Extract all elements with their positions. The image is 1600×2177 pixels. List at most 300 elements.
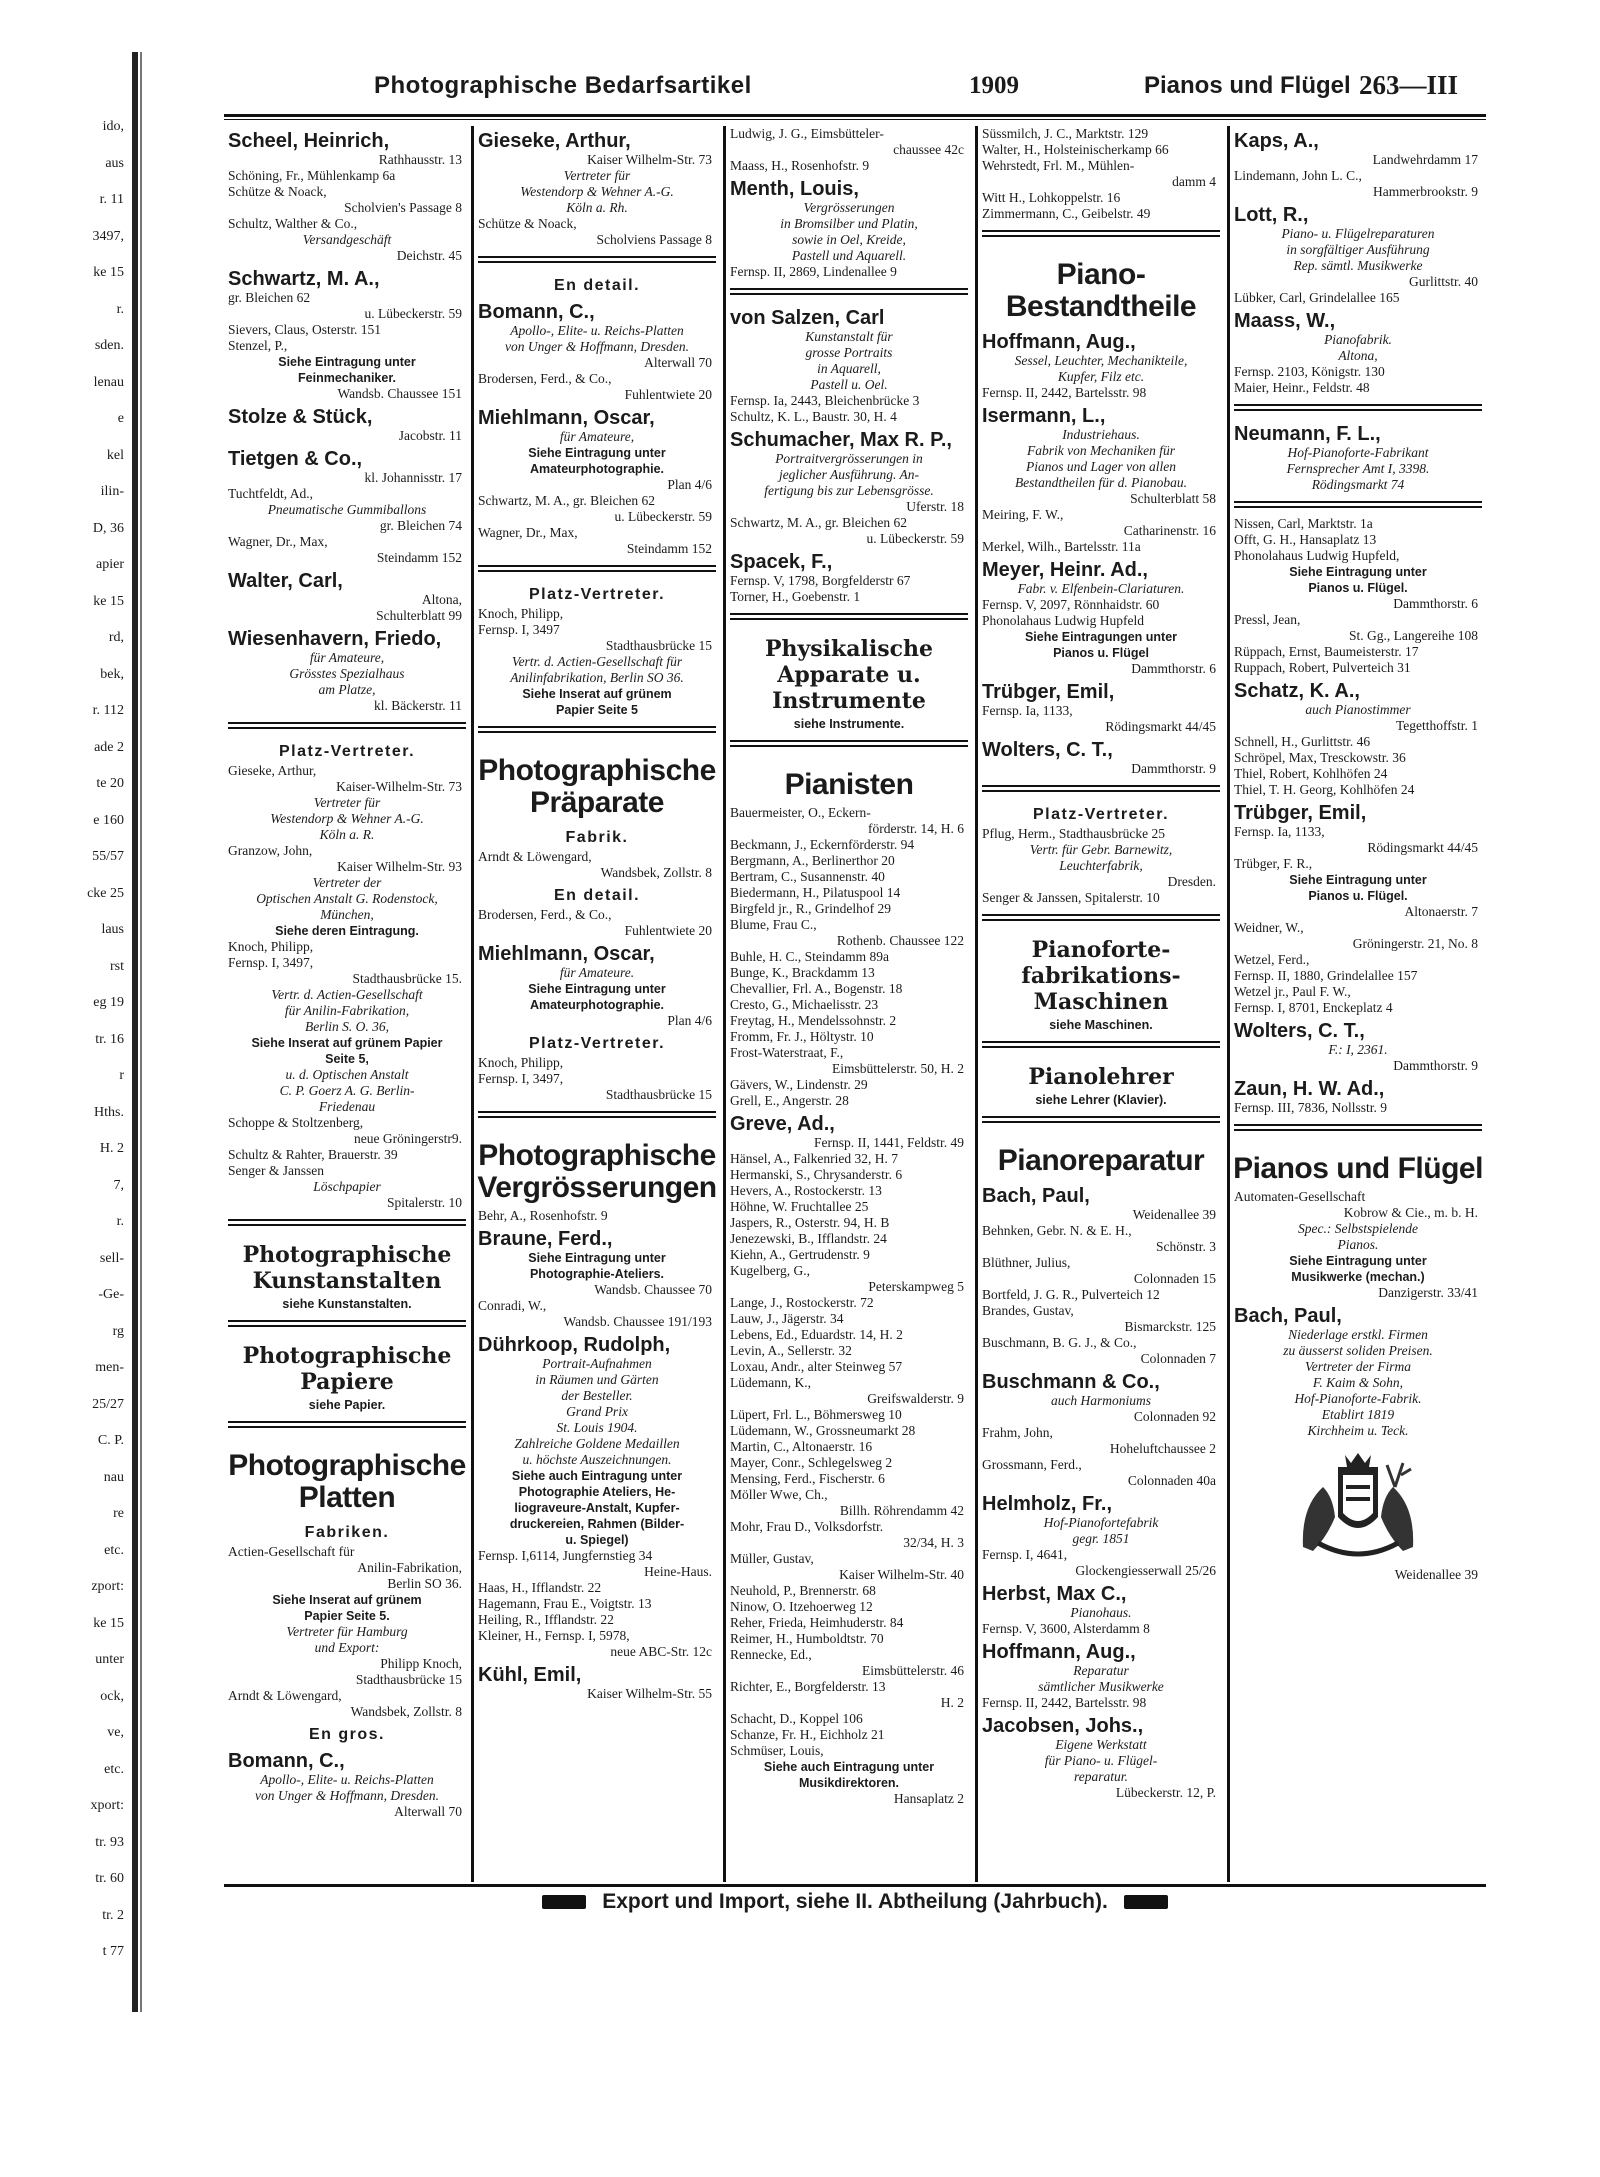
- entry-line: Ninow, O. Itzehoerweg 12: [730, 1599, 873, 1614]
- entry-line: Höhne, W. Fruchtallee 25: [730, 1199, 869, 1214]
- entry-address: damm 4: [1172, 174, 1216, 189]
- entry-line: Schultz & Rahter, Brauerstr. 39: [228, 1147, 398, 1162]
- entry-note: Vertr. d. Actien-Gesellschaft für: [511, 654, 683, 669]
- subsection-heading: En gros.: [308, 1726, 385, 1743]
- entry-address: Wandsb. Chaussee 191/193: [563, 1314, 712, 1329]
- entry-line: Heiling, R., Ifflandstr. 22: [478, 1612, 614, 1627]
- entry-line: Mohr, Frau D., Volksdorfstr.: [730, 1519, 884, 1534]
- entry-line: Schwartz, M. A., gr. Bleichen 62: [478, 493, 655, 508]
- entry-note: Niederlage erstkl. Firmen: [1288, 1327, 1428, 1342]
- entry-line: Thiel, Robert, Kohlhöfen 24: [1234, 766, 1388, 781]
- left-page-fragment: 7,: [113, 1177, 124, 1193]
- left-page-fragment: e 160: [93, 812, 124, 828]
- entry-note: Hof-Pianoforte-Fabrikant: [1287, 445, 1429, 460]
- pointing-hand-icon: [1124, 1895, 1168, 1909]
- entry-line: Grell, E., Angerstr. 28: [730, 1093, 849, 1108]
- entry-address: Wandsb. Chaussee 151: [337, 386, 462, 401]
- section-divider: [228, 722, 466, 729]
- entry-address: Fernsp. II, 1441, Feldstr. 49: [814, 1135, 964, 1150]
- left-page-fragment: r.: [116, 1214, 124, 1229]
- entry-note: Vertreter der Firma: [1305, 1359, 1411, 1374]
- entry-address: Gröningerstr. 21, No. 8: [1352, 936, 1478, 951]
- book-gutter: [132, 52, 138, 2012]
- entry-line: Actien-Gesellschaft für: [228, 1544, 355, 1559]
- header-rule-thin: [224, 119, 1486, 120]
- entry-line: Sievers, Claus, Osterstr. 151: [228, 322, 381, 337]
- entry-note: F. Kaim & Sohn,: [1312, 1375, 1404, 1390]
- cross-reference: Siehe Eintragung unter: [528, 446, 666, 460]
- section-divider: [478, 726, 716, 733]
- entry-note: Pastell u. Oel.: [810, 377, 888, 392]
- entry-line: Fernsp. II, 2442, Bartelsstr. 98: [982, 385, 1147, 400]
- entry-line: Hevers, A., Rostockerstr. 13: [730, 1183, 882, 1198]
- cross-reference: Pianos u. Flügel.: [1308, 889, 1408, 903]
- entry-line: Behr, A., Rosenhofstr. 9: [478, 1208, 608, 1223]
- cross-reference: Pianos u. Flügel: [1053, 646, 1149, 660]
- entry-note: Vertreter für: [563, 168, 631, 183]
- entry-line: Fernsp. V, 1798, Borgfelderstr 67: [730, 573, 911, 588]
- entry-line: Gieseke, Arthur,: [228, 763, 317, 778]
- entry-address: Uferstr. 18: [906, 499, 964, 514]
- entry-name: von Salzen, Carl: [730, 307, 885, 329]
- left-page-fragment: H. 2: [99, 1141, 124, 1156]
- cross-reference: Photographie-Ateliers.: [529, 1267, 665, 1281]
- footer-text: Export und Import, siehe II. Abtheilung (Jahrbuch).: [602, 1890, 1108, 1913]
- entry-line: Fernsp. I, 3497,: [478, 1071, 564, 1086]
- entry-note: Pianos und Lager von allen: [1026, 459, 1176, 474]
- entry-line: Schütze & Noack,: [478, 216, 577, 231]
- entry-address: Stadthausbrücke 15.: [352, 971, 462, 986]
- entry-line: Wetzel, Ferd.,: [1234, 952, 1310, 967]
- entry-note: St. Louis 1904.: [556, 1420, 638, 1435]
- entry-name: Bomann, C.,: [478, 301, 595, 323]
- entry-address: Jacobstr. 11: [398, 428, 462, 443]
- entry-note: Eigene Werkstatt: [1055, 1737, 1147, 1752]
- left-page-fragment: xport:: [90, 1798, 124, 1813]
- entry-address: kl. Johannisstr. 17: [364, 470, 462, 485]
- entry-line: Jaspers, R., Osterstr. 94, H. B: [730, 1215, 890, 1230]
- entry-note: Vertreter für Hamburg: [286, 1624, 408, 1639]
- entry-address: St. Gg., Langereihe 108: [1349, 628, 1478, 643]
- entry-line: Buschmann, B. G. J., & Co.,: [982, 1335, 1137, 1350]
- cross-reference: Feinmechaniker.: [298, 371, 396, 385]
- entry-note: Reparatur: [1073, 1663, 1129, 1678]
- subsection-heading: Platz-Vertreter.: [1032, 806, 1170, 823]
- entry-note: für Amateure,: [309, 650, 385, 665]
- entry-note: Anilinfabrikation, Berlin SO 36.: [510, 670, 684, 685]
- entry-name: Helmholz, Fr.,: [982, 1493, 1113, 1515]
- section-divider: [982, 230, 1220, 237]
- entry-line: Schmüser, Louis,: [730, 1743, 824, 1758]
- entry-line: Freytag, H., Mendelssohnstr. 2: [730, 1013, 897, 1028]
- cross-reference: u. Spiegel): [565, 1533, 629, 1547]
- entry-line: Automaten-Gesellschaft: [1234, 1189, 1366, 1204]
- entry-address: Alterwall 70: [644, 355, 712, 370]
- entry-line: Neuhold, P., Brennerstr. 68: [730, 1583, 876, 1598]
- entry-address: Altona,: [421, 592, 462, 607]
- entry-note: Bestandtheilen für d. Pianobau.: [1014, 475, 1188, 490]
- left-page-fragment: -Ge-: [98, 1287, 124, 1302]
- left-page-fragment: eg 19: [93, 995, 124, 1010]
- entry-line: Wagner, Dr., Max,: [478, 525, 578, 540]
- entry-note: für Amateure,: [559, 429, 635, 444]
- section-heading: Pianisten: [784, 768, 914, 801]
- cross-reference: Siehe Eintragungen unter: [1024, 630, 1178, 644]
- entry-address: Billh. Röhrendamm 42: [839, 1503, 964, 1518]
- entry-address: Altonaerstr. 7: [1404, 904, 1478, 919]
- cross-reference: Siehe Eintragung unter: [528, 1251, 666, 1265]
- entry-address: Plan 4/6: [667, 477, 712, 492]
- entry-note: Pianos.: [1337, 1237, 1379, 1252]
- entry-line: Schröpel, Max, Tresckowstr. 36: [1234, 750, 1406, 765]
- entry-address: Hoheluftchaussee 2: [1109, 1441, 1216, 1456]
- entry-address: Stadthausbrücke 15: [605, 638, 712, 653]
- entry-line: Fernsp. V, 3600, Alsterdamm 8: [982, 1621, 1150, 1636]
- entry-line: Biedermann, H., Pilatuspool 14: [730, 885, 901, 900]
- entry-address: Danzigerstr. 33/41: [1378, 1285, 1478, 1300]
- entry-note: Vertr. d. Actien-Gesellschaft: [271, 987, 423, 1002]
- entry-address: Gurlittstr. 40: [1408, 274, 1478, 289]
- entry-address: Kaiser Wilhelm-Str. 73: [587, 152, 712, 167]
- left-page-fragment: ock,: [100, 1688, 124, 1704]
- left-page-fragment: apier: [96, 557, 124, 572]
- entry-note: Friedenau: [318, 1099, 376, 1114]
- entry-name: Lott, R.,: [1234, 204, 1309, 226]
- entry-note: Kupfer, Filz etc.: [1057, 369, 1145, 384]
- entry-note: auch Pianostimmer: [1305, 702, 1411, 717]
- entry-name: Buschmann & Co.,: [982, 1371, 1160, 1393]
- entry-line: Schütze & Noack,: [228, 184, 327, 199]
- left-page-fragment: tr. 16: [95, 1031, 124, 1047]
- subsection-heading: En detail.: [553, 277, 641, 294]
- entry-name: Neumann, F. L.,: [1234, 423, 1381, 445]
- section-heading-fraktur: Pianoforte-fabrikations-Maschinen: [1021, 937, 1181, 1015]
- entry-name: Wolters, C. T.,: [1234, 1020, 1365, 1042]
- entry-note: grosse Portraits: [805, 345, 893, 360]
- entry-address: Deichstr. 45: [396, 248, 462, 263]
- entry-address: 32/34, H. 3: [903, 1535, 964, 1550]
- entry-address: chaussee 42c: [893, 142, 964, 157]
- entry-line: Zimmermann, C., Geibelstr. 49: [982, 206, 1151, 221]
- entry-address: Colonnaden 15: [1133, 1271, 1216, 1286]
- entry-note: in Bromsilber und Platin,: [780, 216, 918, 231]
- entry-name: Maass, W.,: [1234, 310, 1336, 332]
- entry-line: Fernsp. Ia, 1133,: [982, 703, 1073, 718]
- entry-address: Lübeckerstr. 12, P.: [1115, 1785, 1216, 1800]
- entry-note: Industriehaus.: [1062, 427, 1140, 442]
- entry-line: Tuchtfeldt, Ad.,: [228, 486, 314, 501]
- entry-address: Scholvien's Passage 8: [344, 200, 462, 215]
- entry-address: Colonnaden 92: [1133, 1409, 1216, 1424]
- entry-line: Brandes, Gustav,: [982, 1303, 1074, 1318]
- entry-line: Bauermeister, O., Eckern-: [730, 805, 871, 820]
- entry-line: Pflug, Herm., Stadthausbrücke 25: [982, 826, 1165, 841]
- left-page-fragment: r: [119, 1068, 124, 1083]
- entry-line: Witt H., Lohkoppelstr. 16: [982, 190, 1121, 205]
- entry-note: Zahlreiche Goldene Medaillen: [514, 1436, 680, 1451]
- entry-line: Loxau, Andr., alter Steinweg 57: [730, 1359, 903, 1374]
- entry-note: München,: [320, 907, 374, 922]
- section-divider: [478, 256, 716, 263]
- footer: [224, 1890, 1486, 1926]
- entry-note: Löschpapier: [313, 1179, 381, 1194]
- entry-note: Pastell und Aquarell.: [791, 248, 907, 263]
- left-page-margin: [0, 58, 132, 2008]
- entry-address: Rothenb. Chaussee 122: [836, 933, 964, 948]
- section-divider: [982, 914, 1220, 921]
- entry-name: Braune, Ferd.,: [478, 1228, 613, 1250]
- entry-address: Kaiser-Wilhelm-Str. 73: [336, 779, 462, 794]
- entry-note: Westendorp & Wehner A.-G.: [270, 811, 424, 826]
- entry-name: Spacek, F.,: [730, 551, 833, 573]
- left-page-fragment: aus: [105, 155, 124, 171]
- entry-note: in sorgfältiger Ausführung: [1286, 242, 1430, 257]
- entry-address: förderstr. 14, H. 6: [868, 821, 964, 836]
- entry-line: Martin, C., Altonaerstr. 16: [730, 1439, 873, 1454]
- entry-note: Fernsprecher Amt I, 3398.: [1286, 461, 1430, 476]
- entry-note: Portraitvergrösserungen in: [775, 451, 923, 466]
- entry-name: Kühl, Emil,: [478, 1664, 582, 1686]
- entry-note: Altona,: [1338, 348, 1378, 363]
- entry-address: Catharinenstr. 16: [1123, 523, 1216, 538]
- left-page-fragment: e: [117, 411, 124, 426]
- entry-name: Bach, Paul,: [982, 1185, 1090, 1207]
- entry-name: Isermann, L.,: [982, 405, 1106, 427]
- entry-note: für Amateure.: [559, 965, 635, 980]
- entry-line: Trübger, F. R.,: [1234, 856, 1313, 871]
- entry-address: Schulterblatt 99: [376, 608, 462, 623]
- entry-address: Greifswalderstr. 9: [867, 1391, 964, 1406]
- entry-name: Miehlmann, Oscar,: [478, 407, 655, 429]
- entry-line: Bunge, K., Brackdamm 13: [730, 965, 875, 980]
- section-heading-fraktur: Photographische Kunstanstalten: [242, 1242, 452, 1294]
- left-page-fragment: 55/57: [92, 849, 124, 864]
- section-divider: [982, 785, 1220, 792]
- entry-note: und Export:: [314, 1640, 380, 1655]
- entry-name: Schatz, K. A.,: [1234, 680, 1360, 702]
- entry-address: Dammthorstr. 9: [1131, 761, 1216, 776]
- cross-reference: Siehe deren Eintragung.: [275, 924, 419, 938]
- entry-line: Bortfeld, J. G. R., Pulverteich 12: [982, 1287, 1160, 1302]
- cross-reference: Papier Seite 5: [556, 703, 638, 717]
- coat-of-arms-icon: [1283, 1447, 1433, 1567]
- entry-address: Dresden.: [1167, 874, 1216, 889]
- entry-note: Vertreter der: [312, 875, 382, 890]
- entry-line: Lüdemann, W., Grossneumarkt 28: [730, 1423, 916, 1438]
- entry-note: Köln a. R.: [319, 827, 375, 842]
- entry-name: Trübger, Emil,: [1234, 802, 1367, 824]
- entry-line: Schoppe & Stoltzenberg,: [228, 1115, 364, 1130]
- left-page-fragment: ve,: [107, 1725, 124, 1740]
- entry-line: Meiring, F. W.,: [982, 507, 1064, 522]
- entry-note: Westendorp & Wehner A.-G.: [520, 184, 674, 199]
- cross-reference: Siehe Inserat auf grünem Papier: [251, 1036, 443, 1050]
- book-gutter-shadow: [140, 52, 142, 2012]
- entry-line: Brodersen, Ferd., & Co.,: [478, 907, 612, 922]
- entry-line: Bertram, C., Susannenstr. 40: [730, 869, 885, 884]
- subsection-heading: Fabrik.: [565, 829, 629, 846]
- entry-line: Schacht, D., Koppel 106: [730, 1711, 863, 1726]
- left-page-fragment: unter: [95, 1652, 124, 1667]
- section-divider: [228, 1320, 466, 1327]
- subsection-heading: Platz-Vertreter.: [278, 743, 416, 760]
- cross-reference: Papier Seite 5.: [304, 1609, 390, 1623]
- entry-line: Hermanski, S., Chrysanderstr. 6: [730, 1167, 903, 1182]
- section-divider: [730, 288, 968, 295]
- left-page-fragment: nau: [103, 1469, 124, 1485]
- entry-line: Walter, H., Holsteinischerkamp 66: [982, 142, 1169, 157]
- entry-line: Wagner, Dr., Max,: [228, 534, 328, 549]
- entry-line: Phonolahaus Ludwig Hupfeld,: [1234, 548, 1400, 563]
- entry-line: Knoch, Philipp,: [228, 939, 314, 954]
- entry-line: Nissen, Carl, Marktstr. 1a: [1234, 516, 1373, 531]
- entry-line: Fernsp. I,6114, Jungfernstieg 34: [478, 1548, 653, 1563]
- entry-note: Apollo-, Elite- u. Reichs-Platten: [260, 1772, 434, 1787]
- section-heading: Pianos und Flügel: [1233, 1152, 1483, 1185]
- entry-note: u. höchste Auszeichnungen.: [522, 1452, 672, 1467]
- header-section-left: Photographische Bedarfsartikel: [374, 72, 752, 99]
- entry-address: Dammthorstr. 6: [1393, 596, 1478, 611]
- entry-line: Fernsp. III, 7836, Nollsstr. 9: [1234, 1100, 1387, 1115]
- column-1: [224, 126, 470, 1882]
- entry-address: Hammerbrookstr. 9: [1373, 184, 1478, 199]
- entry-line: Chevallier, Frl. A., Bogenstr. 18: [730, 981, 903, 996]
- entry-note: jeglicher Ausführung. An-: [778, 467, 920, 482]
- entry-note: Vergrösserungen: [803, 200, 895, 215]
- entry-line: Lange, J., Rostockerstr. 72: [730, 1295, 874, 1310]
- entry-address: Kaiser Wilhelm-Str. 55: [587, 1686, 712, 1701]
- entry-note: Fabrik von Mechaniken für: [1026, 443, 1176, 458]
- entry-line: Ludwig, J. G., Eimsbütteler-: [730, 126, 884, 141]
- page-number: 263—III: [1359, 70, 1459, 100]
- cross-reference: Amateurphotographie.: [529, 462, 665, 476]
- entry-address: Schulterblatt 58: [1130, 491, 1216, 506]
- entry-note: Pianofabrik.: [1324, 332, 1392, 347]
- cross-reference: liograveure-Anstalt, Kupfer-: [514, 1501, 680, 1515]
- entry-name: Greve, Ad.,: [730, 1113, 835, 1135]
- column-2: [474, 126, 720, 1882]
- entry-line: Bergmann, A., Berlinerthor 20: [730, 853, 895, 868]
- cross-reference: Siehe Eintragung unter: [278, 355, 416, 369]
- entry-line: gr. Bleichen 62: [228, 290, 311, 305]
- entry-address: Rödingsmarkt 44/45: [1105, 719, 1216, 734]
- entry-address: Eimsbüttelerstr. 50, H. 2: [832, 1061, 964, 1076]
- cross-reference: Siehe Inserat auf grünem: [522, 687, 672, 701]
- cross-reference: Siehe auch Eintragung unter: [763, 1760, 935, 1774]
- entry-line: Fernsp. I, 8701, Enckeplatz 4: [1234, 1000, 1393, 1015]
- left-page-fragment: kel: [106, 447, 124, 463]
- entry-address: Tegetthoffstr. 1: [1395, 718, 1478, 733]
- column-4: [978, 126, 1224, 1882]
- section-divider: [982, 1116, 1220, 1123]
- left-page-fragment: sell-: [99, 1250, 124, 1266]
- entry-name: Tietgen & Co.,: [228, 448, 363, 470]
- entry-name: Scheel, Heinrich,: [228, 130, 390, 152]
- entry-line: Levin, A., Sellerstr. 32: [730, 1343, 852, 1358]
- entry-note: Optischen Anstalt G. Rodenstock,: [256, 891, 438, 906]
- entry-line: Senger & Janssen, Spitalerstr. 10: [982, 890, 1160, 905]
- left-page-fragment: t 77: [102, 1944, 124, 1959]
- entry-name: Menth, Louis,: [730, 178, 859, 200]
- entry-line: Granzow, John,: [228, 843, 313, 858]
- entry-name: Trübger, Emil,: [982, 681, 1115, 703]
- entry-line: Schnell, H., Gurlittstr. 46: [1234, 734, 1371, 749]
- entry-line: Lindemann, John L. C.,: [1234, 168, 1362, 183]
- cross-reference: siehe Kunstanstalten.: [282, 1297, 412, 1311]
- entry-line: Behnken, Gebr. N. & E. H.,: [982, 1223, 1132, 1238]
- entry-note: in Aquarell,: [817, 361, 881, 376]
- cross-reference: Siehe auch Eintragung unter: [511, 1469, 683, 1483]
- entry-line: Merkel, Wilh., Bartelsstr. 11a: [982, 539, 1141, 554]
- entry-note: Berlin S. O. 36,: [305, 1019, 389, 1034]
- entry-line: Ruppach, Robert, Pulverteich 31: [1234, 660, 1411, 675]
- entry-line: Fernsp. II, 1880, Grindelallee 157: [1234, 968, 1418, 983]
- section-divider: [1234, 1124, 1482, 1131]
- entry-line: Senger & Janssen: [228, 1163, 324, 1178]
- entry-line: Schöning, Fr., Mühlenkamp 6a: [228, 168, 396, 183]
- entry-line: Gävers, W., Lindenstr. 29: [730, 1077, 868, 1092]
- left-page-fragment: D, 36: [92, 520, 124, 536]
- entry-line: Lüdemann, K.,: [730, 1375, 811, 1390]
- left-page-fragment: ke 15: [93, 593, 124, 609]
- entry-note: am Platze,: [318, 682, 376, 697]
- entry-note: Vertreter für: [313, 795, 381, 810]
- entry-note: Spec.: Selbstspielende: [1298, 1221, 1418, 1236]
- entry-note: Rödingsmarkt 74: [1311, 477, 1405, 492]
- entry-name: Wiesenhavern, Friedo,: [228, 628, 442, 650]
- entry-address: Wandsb. Chaussee 70: [594, 1282, 712, 1297]
- section-heading-fraktur: Photographische Papiere: [242, 1343, 452, 1395]
- entry-line: Haas, H., Ifflandstr. 22: [478, 1580, 602, 1595]
- left-page-fragment: men-: [95, 1360, 124, 1375]
- entry-line: Kleiner, H., Fernsp. I, 5978,: [478, 1628, 630, 1643]
- entry-address: Fuhlentwiete 20: [624, 923, 712, 938]
- entry-address: Weidenallee 39: [1132, 1207, 1216, 1222]
- left-page-fragment: rst: [110, 958, 124, 974]
- section-heading: Photographische Platten: [228, 1449, 466, 1514]
- subsection-heading: Fabriken.: [304, 1524, 390, 1541]
- entry-address: Bismarckstr. 125: [1124, 1319, 1216, 1334]
- entry-line: Birgfeld jr., R., Grindelhof 29: [730, 901, 891, 916]
- entry-address: Plan 4/6: [667, 1013, 712, 1028]
- cross-reference: Musikwerke (mechan.): [1291, 1270, 1425, 1284]
- entry-line: Hänsel, A., Falkenried 32, H. 7: [730, 1151, 898, 1166]
- entry-line: Knoch, Philipp,: [478, 1055, 564, 1070]
- entry-name: Walter, Carl,: [228, 570, 343, 592]
- cross-reference: siehe Lehrer (Klavier).: [1035, 1093, 1167, 1107]
- entry-note: reparatur.: [1074, 1769, 1128, 1784]
- left-page-fragment: ido,: [102, 119, 124, 134]
- entry-note: Pianohaus.: [1070, 1605, 1132, 1620]
- entry-note: Leuchterfabrik,: [1059, 858, 1143, 873]
- entry-line: Maier, Heinr., Feldstr. 48: [1234, 380, 1370, 395]
- left-page-fragment: lenau: [93, 374, 124, 390]
- entry-address: Berlin SO 36.: [387, 1576, 462, 1591]
- entry-line: Pressl, Jean,: [1234, 612, 1301, 627]
- entry-line: Torner, H., Goebenstr. 1: [730, 589, 861, 604]
- entry-line: Stenzel, P.,: [228, 338, 288, 353]
- entry-name: Jacobsen, Johs.,: [982, 1715, 1144, 1737]
- entry-note: Grand Prix: [566, 1404, 628, 1419]
- entry-line: Cresto, G., Michaelisstr. 23: [730, 997, 879, 1012]
- left-page-fragment: r.: [116, 301, 124, 317]
- entry-name: Bach, Paul,: [1234, 1305, 1342, 1327]
- entry-line: Mayer, Conr., Schlegelsweg 2: [730, 1455, 893, 1470]
- entry-line: Knoch, Philipp,: [478, 606, 564, 621]
- left-page-fragment: 25/27: [92, 1396, 124, 1412]
- entry-note: Hof-Pianofortefabrik: [1043, 1515, 1159, 1530]
- entry-note: Kirchheim u. Teck.: [1307, 1423, 1409, 1438]
